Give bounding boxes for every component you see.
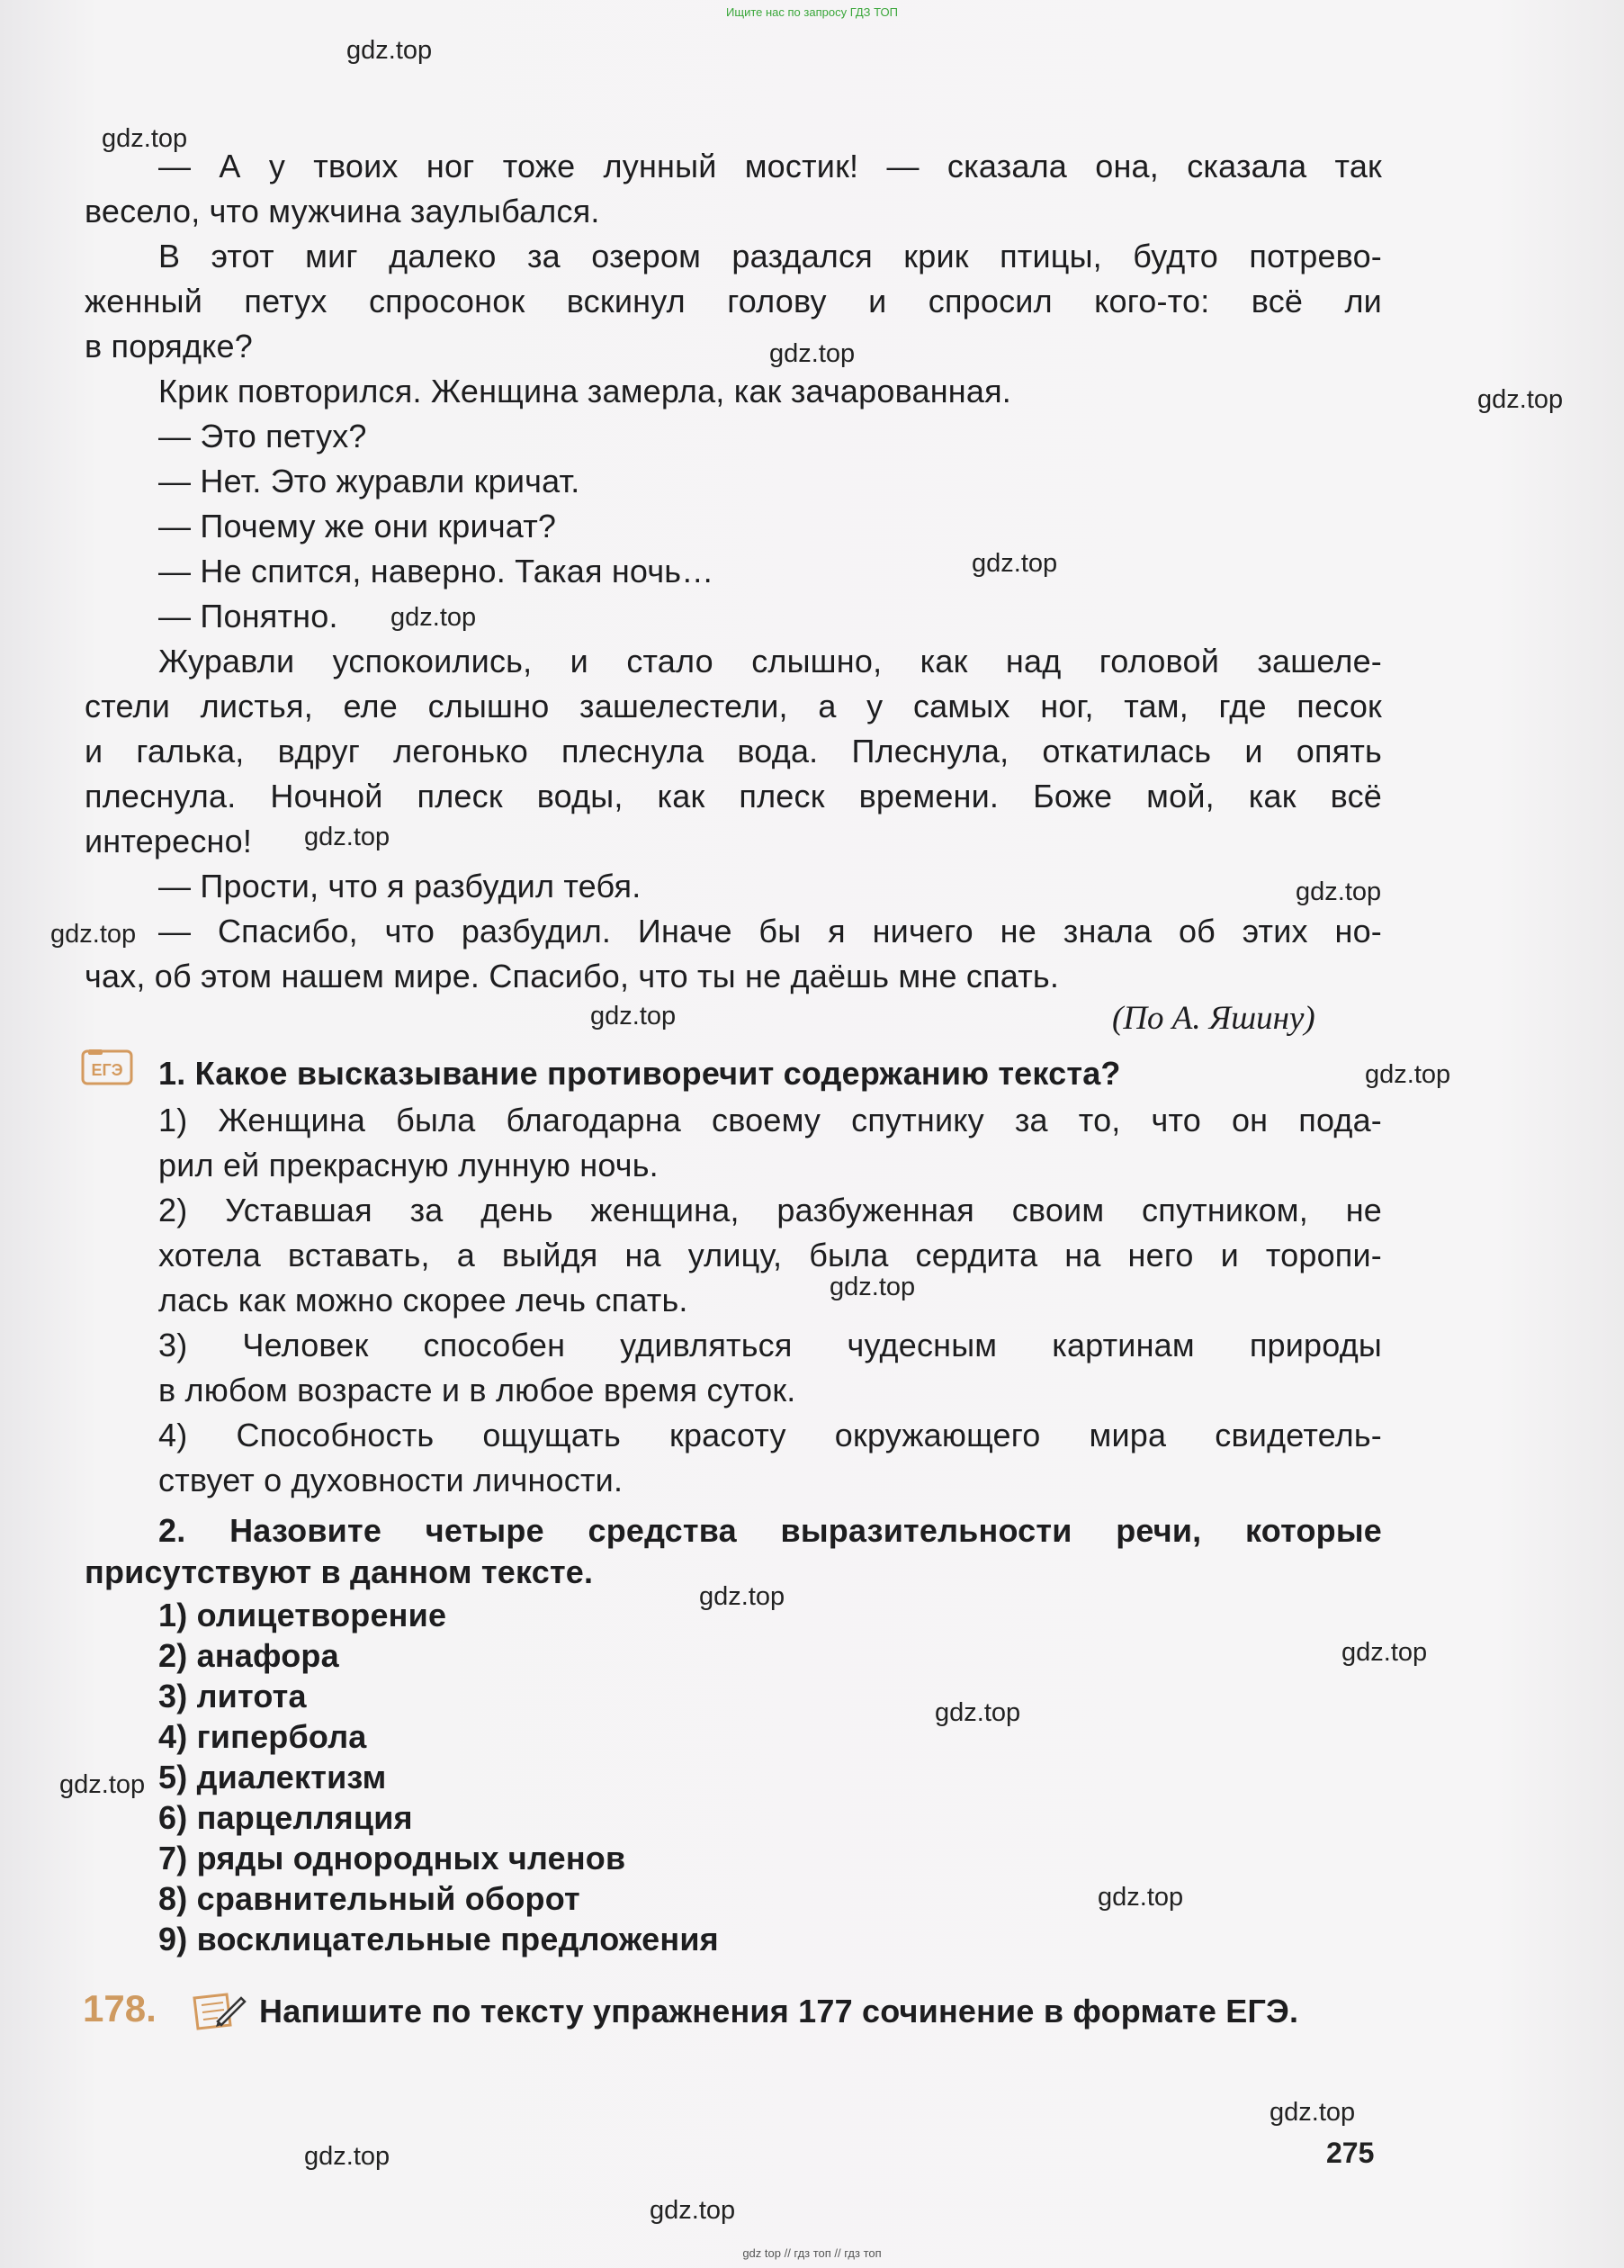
pencil-notebook-icon bbox=[191, 1991, 247, 2030]
text-line: — Спасибо, что разбудил. Иначе бы я ничего не знала об этих но- bbox=[158, 913, 1382, 950]
watermark: gdz.top bbox=[1365, 1060, 1451, 1089]
question-2-title: присутствуют в данном тексте. bbox=[85, 1553, 594, 1590]
watermark: gdz.top bbox=[935, 1698, 1021, 1727]
text-line: — Почему же они кричат? bbox=[158, 508, 557, 544]
exercise-text: Напишите по тексту упражнения 177 сочинение в формате ЕГЭ. bbox=[259, 1993, 1299, 2030]
watermark: gdz.top bbox=[1296, 878, 1382, 906]
text-line: Крик повторился. Женщина замерла, как зачарованная. bbox=[158, 373, 1011, 410]
question-1-title: 1. Какое высказывание противоречит содержанию текста? bbox=[158, 1055, 1121, 1092]
watermark: gdz.top bbox=[972, 549, 1058, 578]
question-2-option: 8) сравнительный оборот bbox=[158, 1880, 580, 1917]
page-number: 275 bbox=[1326, 2137, 1375, 2169]
text-line: и галька, вдруг легонько плеснула вода. Плеснула, откатилась и опять bbox=[85, 733, 1382, 770]
watermark: gdz.top bbox=[1341, 1638, 1428, 1667]
question-1-option: хотела вставать, а выйдя на улицу, была сердита на него и торопи- bbox=[158, 1237, 1382, 1274]
watermark: gdz.top bbox=[699, 1582, 785, 1611]
text-line: весело, что мужчина заулыбался. bbox=[85, 193, 600, 230]
question-1-option: 4) Способность ощущать красоту окружающего мира свидетель- bbox=[158, 1417, 1382, 1454]
watermark: gdz.top bbox=[346, 36, 433, 65]
question-1-option: ствует о духовности личности. bbox=[158, 1462, 624, 1498]
watermark: gdz.top bbox=[1098, 1883, 1184, 1912]
watermark: gdz.top bbox=[390, 603, 477, 632]
question-1-option: лась как можно скорее лечь спать. bbox=[158, 1282, 688, 1318]
ege-badge-label: ЕГЭ bbox=[91, 1061, 123, 1079]
text-line: В этот миг далеко за озером раздался крик птицы, будто потрево- bbox=[158, 238, 1382, 274]
question-1-option: в любом возрасте и в любое время суток. bbox=[158, 1372, 796, 1408]
question-2-title: 2. Назовите четыре средства выразительности речи, которые bbox=[158, 1512, 1382, 1549]
watermark: gdz.top bbox=[50, 920, 137, 949]
question-2-option: 2) анафора bbox=[158, 1637, 339, 1674]
text-line: стели листья, еле слышно зашелестели, а у самых ног, там, где песок bbox=[85, 688, 1382, 724]
question-2-option: 4) гипербола bbox=[158, 1718, 367, 1755]
text-line: — Прости, что я разбудил тебя. bbox=[158, 868, 642, 904]
text-attribution: (По А. Яшину) bbox=[1112, 1000, 1315, 1037]
watermark: gdz.top bbox=[102, 124, 188, 153]
question-2-option: 9) восклицательные предложения bbox=[158, 1921, 719, 1958]
question-2-option: 3) литота bbox=[158, 1678, 307, 1714]
text-line: в порядке? bbox=[85, 328, 253, 364]
text-line: — Нет. Это журавли кричат. bbox=[158, 463, 580, 500]
question-2-option: 1) олицетворение bbox=[158, 1597, 447, 1634]
text-line: — Не спится, наверно. Такая ночь… bbox=[158, 553, 714, 590]
question-1-option: 1) Женщина была благодарна своему спутнику за то, что он пода- bbox=[158, 1102, 1382, 1138]
text-line: — А у твоих ног тоже лунный мостик! — сказала она, сказала так bbox=[158, 148, 1382, 184]
watermark: gdz.top bbox=[1477, 385, 1564, 414]
watermark: gdz.top bbox=[830, 1273, 916, 1301]
text-line: чах, об этом нашем мире. Спасибо, что ты не даёшь мне спать. bbox=[85, 958, 1060, 994]
exercise-number: 178. bbox=[83, 1987, 157, 2030]
watermark: gdz.top bbox=[304, 823, 390, 851]
ege-badge-icon bbox=[81, 1049, 133, 1085]
question-1-option: 3) Человек способен удивляться чудесным картинам природы bbox=[158, 1327, 1382, 1364]
watermark: gdz.top bbox=[650, 2196, 736, 2225]
watermark: gdz.top bbox=[304, 2142, 390, 2171]
text-line: женный петух спросонок вскинул голову и спросил кого-то: всё ли bbox=[85, 283, 1382, 320]
question-2-option: 6) парцелляция bbox=[158, 1799, 413, 1836]
top-banner: Ищите нас по запросу ГДЗ ТОП bbox=[726, 5, 898, 19]
question-1-option: 2) Уставшая за день женщина, разбуженная своим спутником, не bbox=[158, 1192, 1382, 1228]
text-line: — Это петух? bbox=[158, 418, 367, 454]
text-line: Журавли успокоились, и стало слышно, как над головой зашеле- bbox=[158, 643, 1382, 680]
question-2-option: 7) ряды однородных членов bbox=[158, 1840, 626, 1876]
bottom-banner: gdz top // гдз топ // гдз топ bbox=[742, 2246, 882, 2260]
text-line: интересно! bbox=[85, 823, 253, 860]
watermark: gdz.top bbox=[590, 1002, 677, 1030]
text-line: плеснула. Ночной плеск воды, как плеск времени. Боже мой, как всё bbox=[85, 778, 1382, 814]
question-2-option: 5) диалектизм bbox=[158, 1759, 387, 1796]
watermark: gdz.top bbox=[59, 1770, 146, 1799]
question-1-option: рил ей прекрасную лунную ночь. bbox=[158, 1147, 659, 1184]
watermark: gdz.top bbox=[1270, 2098, 1356, 2127]
text-line: — Понятно. bbox=[158, 598, 338, 634]
watermark: gdz.top bbox=[769, 339, 856, 368]
